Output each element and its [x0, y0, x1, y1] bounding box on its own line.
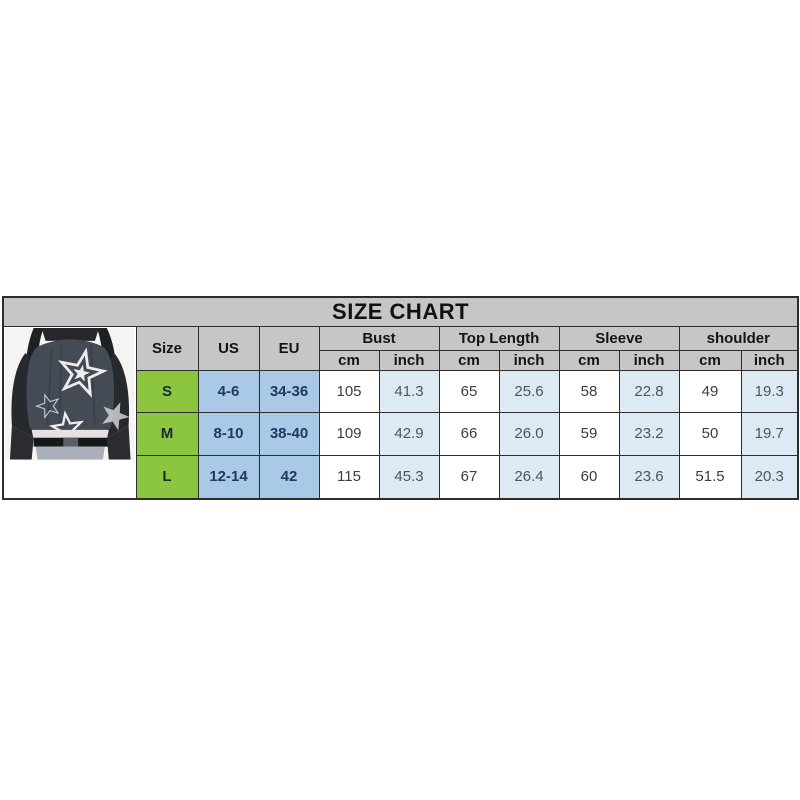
- sleeve-cm-cell: 58: [559, 371, 619, 412]
- sleeve-inch-cell: 23.6: [619, 455, 679, 499]
- unit-header-shoulder-cm: cm: [679, 351, 741, 371]
- bust-inch-cell: 41.3: [379, 371, 439, 412]
- size-cell: M: [136, 412, 198, 455]
- top-length-inch-cell: 25.6: [499, 371, 559, 412]
- top-length-cm-cell: 67: [439, 455, 499, 499]
- shoulder-cm-cell: 51.5: [679, 455, 741, 499]
- group-header-bust: Bust: [319, 327, 439, 351]
- top-length-inch-cell: 26.4: [499, 455, 559, 499]
- top-length-inch-cell: 26.0: [499, 412, 559, 455]
- bust-cm-cell: 115: [319, 455, 379, 499]
- unit-header-bust-cm: cm: [319, 351, 379, 371]
- group-header-top-length: Top Length: [439, 327, 559, 351]
- col-header-size: Size: [136, 327, 198, 371]
- unit-header-shoulder-inch: inch: [741, 351, 798, 371]
- bust-cm-cell: 109: [319, 412, 379, 455]
- page-title: SIZE CHART: [3, 297, 798, 327]
- sleeve-inch-cell: 23.2: [619, 412, 679, 455]
- unit-header-top-inch: inch: [499, 351, 559, 371]
- sleeve-cm-cell: 60: [559, 455, 619, 499]
- us-cell: 4-6: [198, 371, 259, 412]
- unit-header-top-cm: cm: [439, 351, 499, 371]
- eu-cell: 34-36: [259, 371, 319, 412]
- size-cell: S: [136, 371, 198, 412]
- size-chart-table: [2, 296, 799, 500]
- bust-inch-cell: 42.9: [379, 412, 439, 455]
- bust-cm-cell: 105: [319, 371, 379, 412]
- top-length-cm-cell: 66: [439, 412, 499, 455]
- group-header-shoulder: shoulder: [679, 327, 798, 351]
- unit-header-bust-inch: inch: [379, 351, 439, 371]
- unit-header-sleeve-cm: cm: [559, 351, 619, 371]
- us-cell: 12-14: [198, 455, 259, 499]
- shoulder-cm-cell: 50: [679, 412, 741, 455]
- col-header-eu: EU: [259, 327, 319, 371]
- size-cell: L: [136, 455, 198, 499]
- bust-inch-cell: 45.3: [379, 455, 439, 499]
- product-photo-star-print-top: [4, 327, 136, 498]
- shoulder-inch-cell: 20.3: [741, 455, 798, 499]
- sleeve-cm-cell: 59: [559, 412, 619, 455]
- us-cell: 8-10: [198, 412, 259, 455]
- top-length-cm-cell: 65: [439, 371, 499, 412]
- unit-header-sleeve-inch: inch: [619, 351, 679, 371]
- sleeve-inch-cell: 22.8: [619, 371, 679, 412]
- group-header-sleeve: Sleeve: [559, 327, 679, 351]
- eu-cell: 42: [259, 455, 319, 499]
- shoulder-cm-cell: 49: [679, 371, 741, 412]
- product-photo-cell: [3, 327, 136, 500]
- shoulder-inch-cell: 19.3: [741, 371, 798, 412]
- title-row: [3, 297, 798, 327]
- eu-cell: 38-40: [259, 412, 319, 455]
- group-header-row: [3, 327, 798, 351]
- shoulder-inch-cell: 19.7: [741, 412, 798, 455]
- col-header-us: US: [198, 327, 259, 371]
